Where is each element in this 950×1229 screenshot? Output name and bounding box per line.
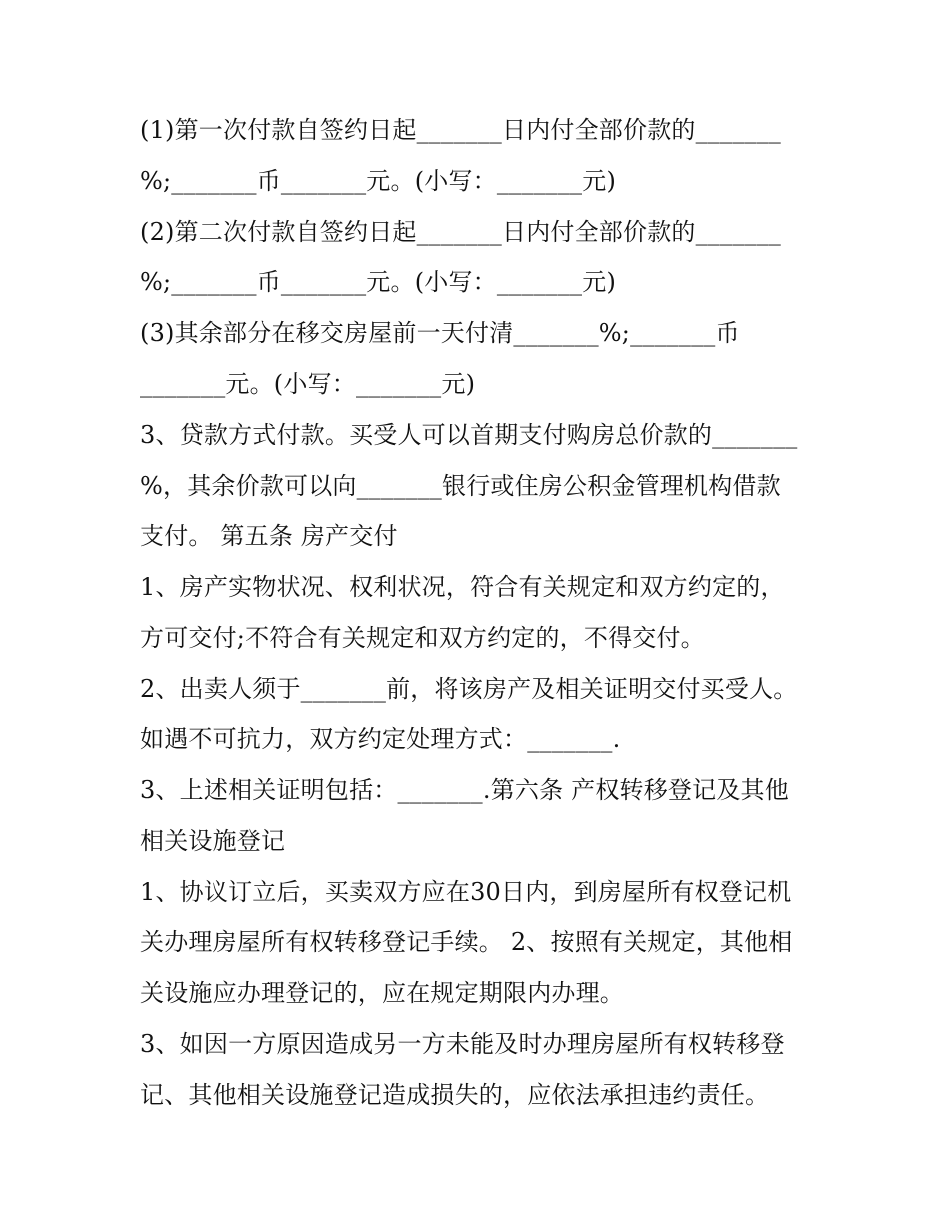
text-line: 方可交付;不符合有关规定和双方约定的，不得交付。	[140, 624, 705, 652]
text-line: 如遇不可抗力，双方约定处理方式：_______.	[140, 725, 621, 753]
text-line: %;_______币_______元。(小写：_______元)	[140, 167, 617, 195]
section-heading-line: 3、上述相关证明包括：_______.第六条 产权转移登记及其他	[140, 776, 789, 804]
text-line: 2、出卖人须于_______前，将该房产及相关证明交付买受人。	[140, 675, 798, 703]
text-line: 关办理房屋所有权转移登记手续。 2、按照有关规定，其他相	[140, 928, 793, 956]
text-line: 记、其他相关设施登记造成损失的，应依法承担违约责任。	[140, 1081, 770, 1109]
text-line: 相关设施登记	[140, 827, 286, 855]
text-line: 3、贷款方式付款。买受人可以首期支付购房总价款的_______	[140, 421, 798, 449]
text-line: %;_______币_______元。(小写：_______元)	[140, 268, 617, 296]
text-line: %，其余价款可以向_______银行或住房公积金管理机构借款	[140, 472, 781, 500]
text-line: 1、房产实物状况、权利状况，符合有关规定和双方约定的，	[140, 573, 785, 601]
text-line: _______元。(小写：_______元)	[140, 370, 476, 398]
text-line: 3、如因一方原因造成另一方未能及时办理房屋所有权转移登	[140, 1030, 785, 1058]
text-line: (2)第二次付款自签约日起_______日内付全部价款的_______	[140, 218, 781, 246]
section-heading-line: 支付。 第五条 房产交付	[140, 522, 398, 550]
text-line: 1、协议订立后，买卖双方应在30日内，到房屋所有权登记机	[140, 878, 792, 906]
text-line: (3)其余部分在移交房屋前一天付清_______%;_______币	[140, 319, 740, 347]
text-line: (1)第一次付款自签约日起_______日内付全部价款的_______	[140, 116, 781, 144]
text-line: 关设施应办理登记的，应在规定期限内办理。	[140, 979, 624, 1007]
